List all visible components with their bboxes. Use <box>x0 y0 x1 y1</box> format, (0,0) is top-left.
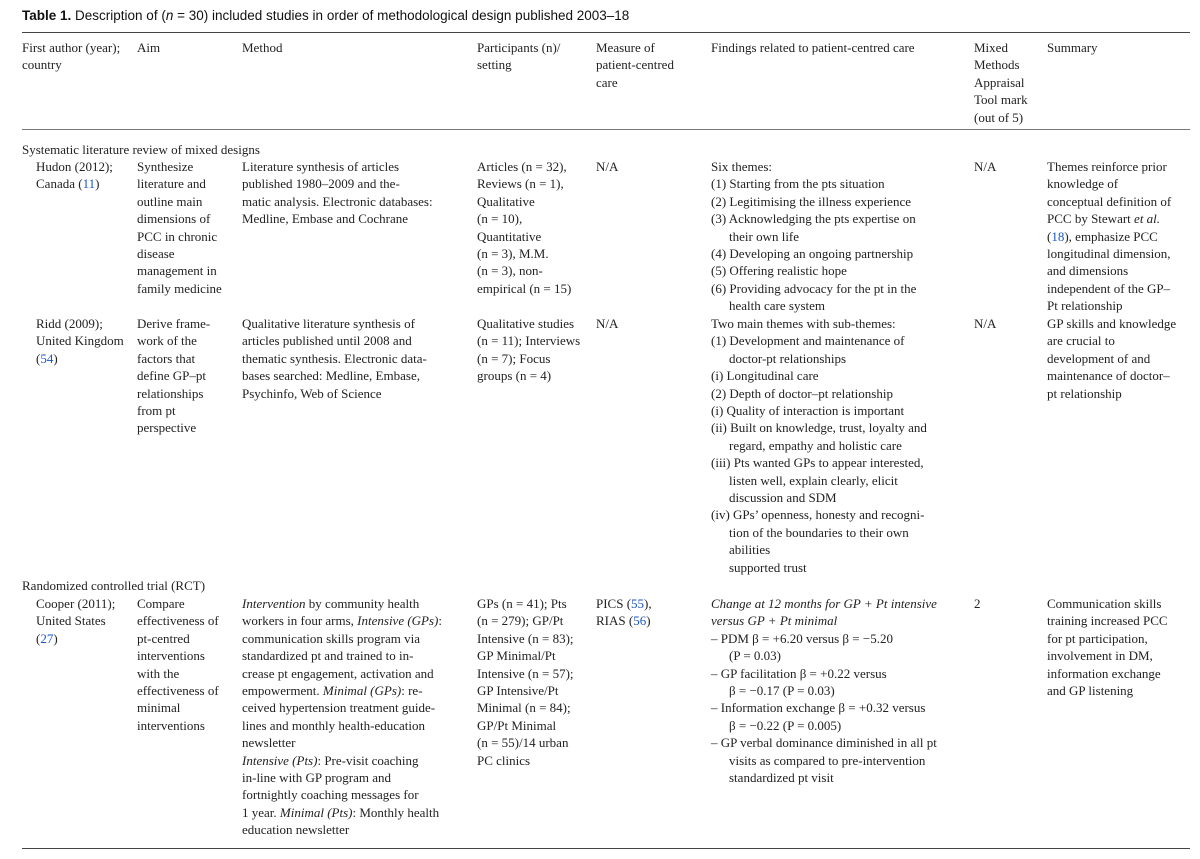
header-findings: Findings related to patient-centred care <box>711 40 915 55</box>
hudon-measure: N/A <box>596 159 619 174</box>
hudon-author: Hudon (2012); Canada (11) <box>36 159 113 192</box>
cooper-mmat: 2 <box>974 596 981 611</box>
ridd-mmat: N/A <box>974 316 997 331</box>
ridd-author: Ridd (2009); United Kingdom (54) <box>36 316 124 366</box>
ridd-participants: Qualitative studies (n = 11); Interviews (n = 7); Focus groups (n = 4) <box>477 316 581 384</box>
cooper-participants: GPs (n = 41); Pts (n = 279); GP/Pt Intensive (n = 83); GP Minimal/Pt Intensive (n = 57); GP Intensive/Pt Minimal (n = 84); GP/Pt Minimal (n = 55)/14 urban PC clinics <box>477 596 574 768</box>
cooper-findings: Change at 12 months for GP + Pt intensive versus GP + Pt minimal – PDM β = +6.20 versus β = −5.20 (P = 0.03) – GP facilitation β = +0.22 versus β = −0.17 (P = 0.03) – Information exchange β = +0.32 versus β = −0.22 (P = 0.005) – GP verbal dominance diminished in all pt visits as compared to pre-intervention standardized pt visit <box>711 596 937 786</box>
hudon-aim: Synthesize literature and outline main dimensions of PCC in chronic disease management in family medicine <box>137 159 222 296</box>
header-summary: Summary <box>1047 40 1098 55</box>
table-label: Table 1. <box>22 8 72 23</box>
ref-link-11[interactable]: 11 <box>82 176 96 192</box>
table-caption: Table 1. Description of (n = 30) included studies in order of methodological design published 2003–18 <box>22 8 630 23</box>
ridd-measure: N/A <box>596 316 619 331</box>
header-author: First author (year); country <box>22 40 121 73</box>
header-aim: Aim <box>137 40 161 55</box>
section-heading-rct: Randomized controlled trial (RCT) <box>22 578 206 593</box>
cooper-aim: Compare effectiveness of pt-centred interventions with the effectiveness of minimal interventions <box>137 596 219 733</box>
ref-link-54[interactable]: 54 <box>40 350 54 366</box>
cooper-author: Cooper (2011); United States (27) <box>36 596 116 646</box>
hudon-method: Literature synthesis of articles published 1980–2009 and the- matic analysis. Electronic databases: Medline, Embase and Cochrane <box>242 159 433 227</box>
ref-link-27[interactable]: 27 <box>40 630 54 646</box>
ridd-findings: Two main themes with sub-themes: (1) Development and maintenance of doctor-pt relationships (i) Longitudinal care (2) Depth of doctor–pt relationship (i) Quality of interaction is important (ii) Built on knowledge, trust, loyalty and regard, empathy and holistic care (iii) Pts wanted GPs to appear interested, listen well, explain clearly, elicit discussion and SDM (iv) GPs’ openness, honesty and recogni- tion of the boundaries to their own abilities supported trust <box>711 316 927 575</box>
cooper-measure: PICS (55), RIAS (56) <box>596 596 652 629</box>
ridd-aim: Derive frame- work of the factors that define GP–pt relationships from pt perspective <box>137 316 211 436</box>
header-participants: Participants (n)/ setting <box>477 40 561 73</box>
section-heading-mixed-designs: Systematic literature review of mixed designs <box>22 142 260 157</box>
header-method: Method <box>242 40 283 55</box>
bottom-rule <box>22 848 1190 849</box>
ref-link-56[interactable]: 56 <box>633 613 647 629</box>
ridd-summary: GP skills and knowledge are crucial to development of and maintenance of doctor– pt relationship <box>1047 316 1177 401</box>
ref-link-18[interactable]: 18 <box>1051 228 1065 244</box>
header-rule <box>22 129 1190 130</box>
ridd-method: Qualitative literature synthesis of articles published until 2008 and thematic synthesis. Electronic data- bases searched: Medline, Embase, Psychinfo, Web of Science <box>242 316 427 401</box>
hudon-participants: Articles (n = 32), Reviews (n = 1), Qualitative (n = 10), Quantitative (n = 3), M.M. (n = 3), non- empirical (n = 15) <box>477 159 572 296</box>
header-mmat: Mixed Methods Appraisal Tool mark (out of 5) <box>974 40 1028 125</box>
ref-link-55[interactable]: 55 <box>631 596 645 611</box>
hudon-mmat: N/A <box>974 159 997 174</box>
hudon-findings: Six themes: (1) Starting from the pts situation (2) Legitimising the illness experience (3) Acknowledging the pts expertise on their own life (4) Developing an ongoing partnership (5) Offering realistic hope (6) Providing advocacy for the pt in the health care system <box>711 159 917 314</box>
hudon-summary: Themes reinforce prior knowledge of conceptual definition of PCC by Stewart et al. (18), emphasize PCC longitudinal dimension, and dimensions independent of the GP– Pt relationship <box>1047 159 1172 314</box>
cooper-summary: Communication skills training increased PCC for pt participation, involvement in DM, information exchange and GP listening <box>1047 596 1168 699</box>
header-measure: Measure of patient-centred care <box>596 40 674 90</box>
cooper-method: Intervention by community health workers in four arms, Intensive (GPs): communication skills program via standardized pt and trained to in- crease pt engagement, activation and empowerment. Minimal (GPs): re- ceived hypertension treatment guide- lines and monthly health-education newsletter Intensive (Pts): Pre-visit coaching in-line with GP program and fortnightly coaching messages for 1 year. Minimal (Pts): Monthly health education newsletter <box>242 596 443 838</box>
top-rule <box>22 32 1190 33</box>
